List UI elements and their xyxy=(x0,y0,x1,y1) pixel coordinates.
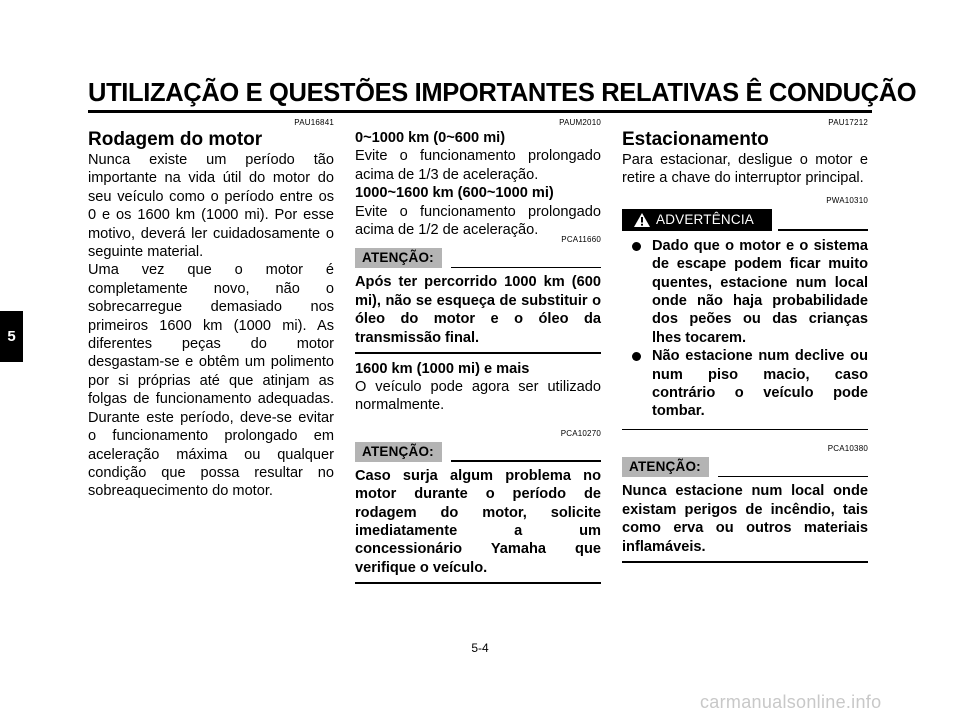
caution-text: Caso surja algum problema no motor durante o período de rodagem do motor, solicite imediatamente a um concessionário Yamaha que verifique o veículo. xyxy=(355,467,601,576)
caution-end-rule xyxy=(355,582,601,584)
watermark: carmanualsonline.info xyxy=(700,692,882,712)
warning-item-text: Não estacione num declive ou num piso macio, caso contrário o veículo pode tombar. xyxy=(652,348,868,420)
section-heading: Rodagem do motor xyxy=(88,129,263,150)
warning-triangle-icon xyxy=(634,213,650,227)
column-engine-break-in xyxy=(88,116,334,501)
warning-list-item xyxy=(622,237,868,347)
paragraph: O veículo pode agora ser utilizado normalmente. xyxy=(355,378,601,414)
reference-code: PAU17212 xyxy=(828,118,868,127)
paragraph: Uma vez que o motor é completamente novo, não o sobrecarregue demasiado nos primeiros 1600 km (1000 mi). As diferentes peças do motor desgastam-se e obtêm um polimento por si próprias até que atinjam as folgas de funcionamento adequadas. Durante este período, deve-se evitar o funcionamento prolongado em aceleração máxima ou qualquer condição que possa resultar no sobreaquecimento do motor. xyxy=(88,262,334,500)
paragraph: Evite o funcionamento prolongado acima de 1/2 de aceleração. xyxy=(355,203,601,239)
subheading: 0~1000 km (0~600 mi) xyxy=(355,130,506,146)
warning-rule xyxy=(778,229,868,231)
caution-end-rule xyxy=(622,561,868,563)
column-parking xyxy=(622,116,868,563)
caution-rule xyxy=(451,460,601,462)
warning-end-rule xyxy=(622,429,868,431)
subheading: 1600 km (1000 mi) e mais xyxy=(355,360,530,377)
caution-text: Nunca estacione num local onde existam perigos de incêndio, tais como erva ou outros materiais inflamáveis. xyxy=(622,483,868,555)
reference-code: PCA11660 xyxy=(561,235,601,245)
page-number: 5-4 xyxy=(471,641,489,655)
reference-code: PCA10270 xyxy=(560,428,601,438)
column-break-in-schedule xyxy=(355,116,601,584)
bullet-icon xyxy=(632,352,641,361)
caution-header xyxy=(622,457,868,477)
caution-rule xyxy=(718,476,868,478)
section-heading: Estacionamento xyxy=(622,129,769,150)
reference-code: PWA10310 xyxy=(826,195,868,205)
caution-header xyxy=(355,442,601,462)
caution-end-rule xyxy=(355,352,601,354)
reference-code: PCA10380 xyxy=(827,444,868,454)
caution-text: Após ter percorrido 1000 km (600 mi), não se esqueça de substituir o óleo do motor e o óleo da transmissão final. xyxy=(355,274,601,346)
caution-rule xyxy=(451,267,601,269)
page-header-title: UTILIZAÇÃO E QUESTÕES IMPORTANTES RELATIVAS Ê CONDUÇÃO xyxy=(88,79,917,107)
warning-badge xyxy=(622,209,772,231)
paragraph: Para estacionar, desligue o motor e retire a chave do interruptor principal. xyxy=(622,152,868,187)
caution-badge: ATENÇÃO: xyxy=(355,248,442,268)
paragraph: Nunca existe um período tão importante na vida útil do motor do seu veículo como o período entre os 0 e os 1600 km (1000 mi). Por esse motivo, deverá ler cuidadosamente o seguinte material. xyxy=(88,152,334,261)
section-tab-number: 5 xyxy=(7,328,16,345)
paragraph: Evite o funcionamento prolongado acima de 1/3 de aceleração. xyxy=(355,148,601,183)
subheading: 1000~1600 km (600~1000 mi) xyxy=(355,185,554,202)
warning-label: ADVERTÊNCIA xyxy=(656,212,754,228)
warning-item-text: Dado que o motor e o sistema de escape podem ficar muito quentes, estacione num local onde não haja probabilidade dos peões ou das crianças lhes tocarem. xyxy=(652,237,868,346)
header-rule xyxy=(88,110,872,113)
caution-badge: ATENÇÃO: xyxy=(355,442,442,462)
reference-code: PAUM2010 xyxy=(559,118,601,127)
reference-code: PAU16841 xyxy=(294,118,334,127)
bullet-icon xyxy=(632,242,641,251)
section-tab xyxy=(0,311,23,362)
caution-badge: ATENÇÃO: xyxy=(622,457,709,477)
warning-list-item xyxy=(622,347,868,421)
warning-header xyxy=(622,209,868,231)
caution-header xyxy=(355,248,601,268)
warning-list xyxy=(622,237,868,421)
